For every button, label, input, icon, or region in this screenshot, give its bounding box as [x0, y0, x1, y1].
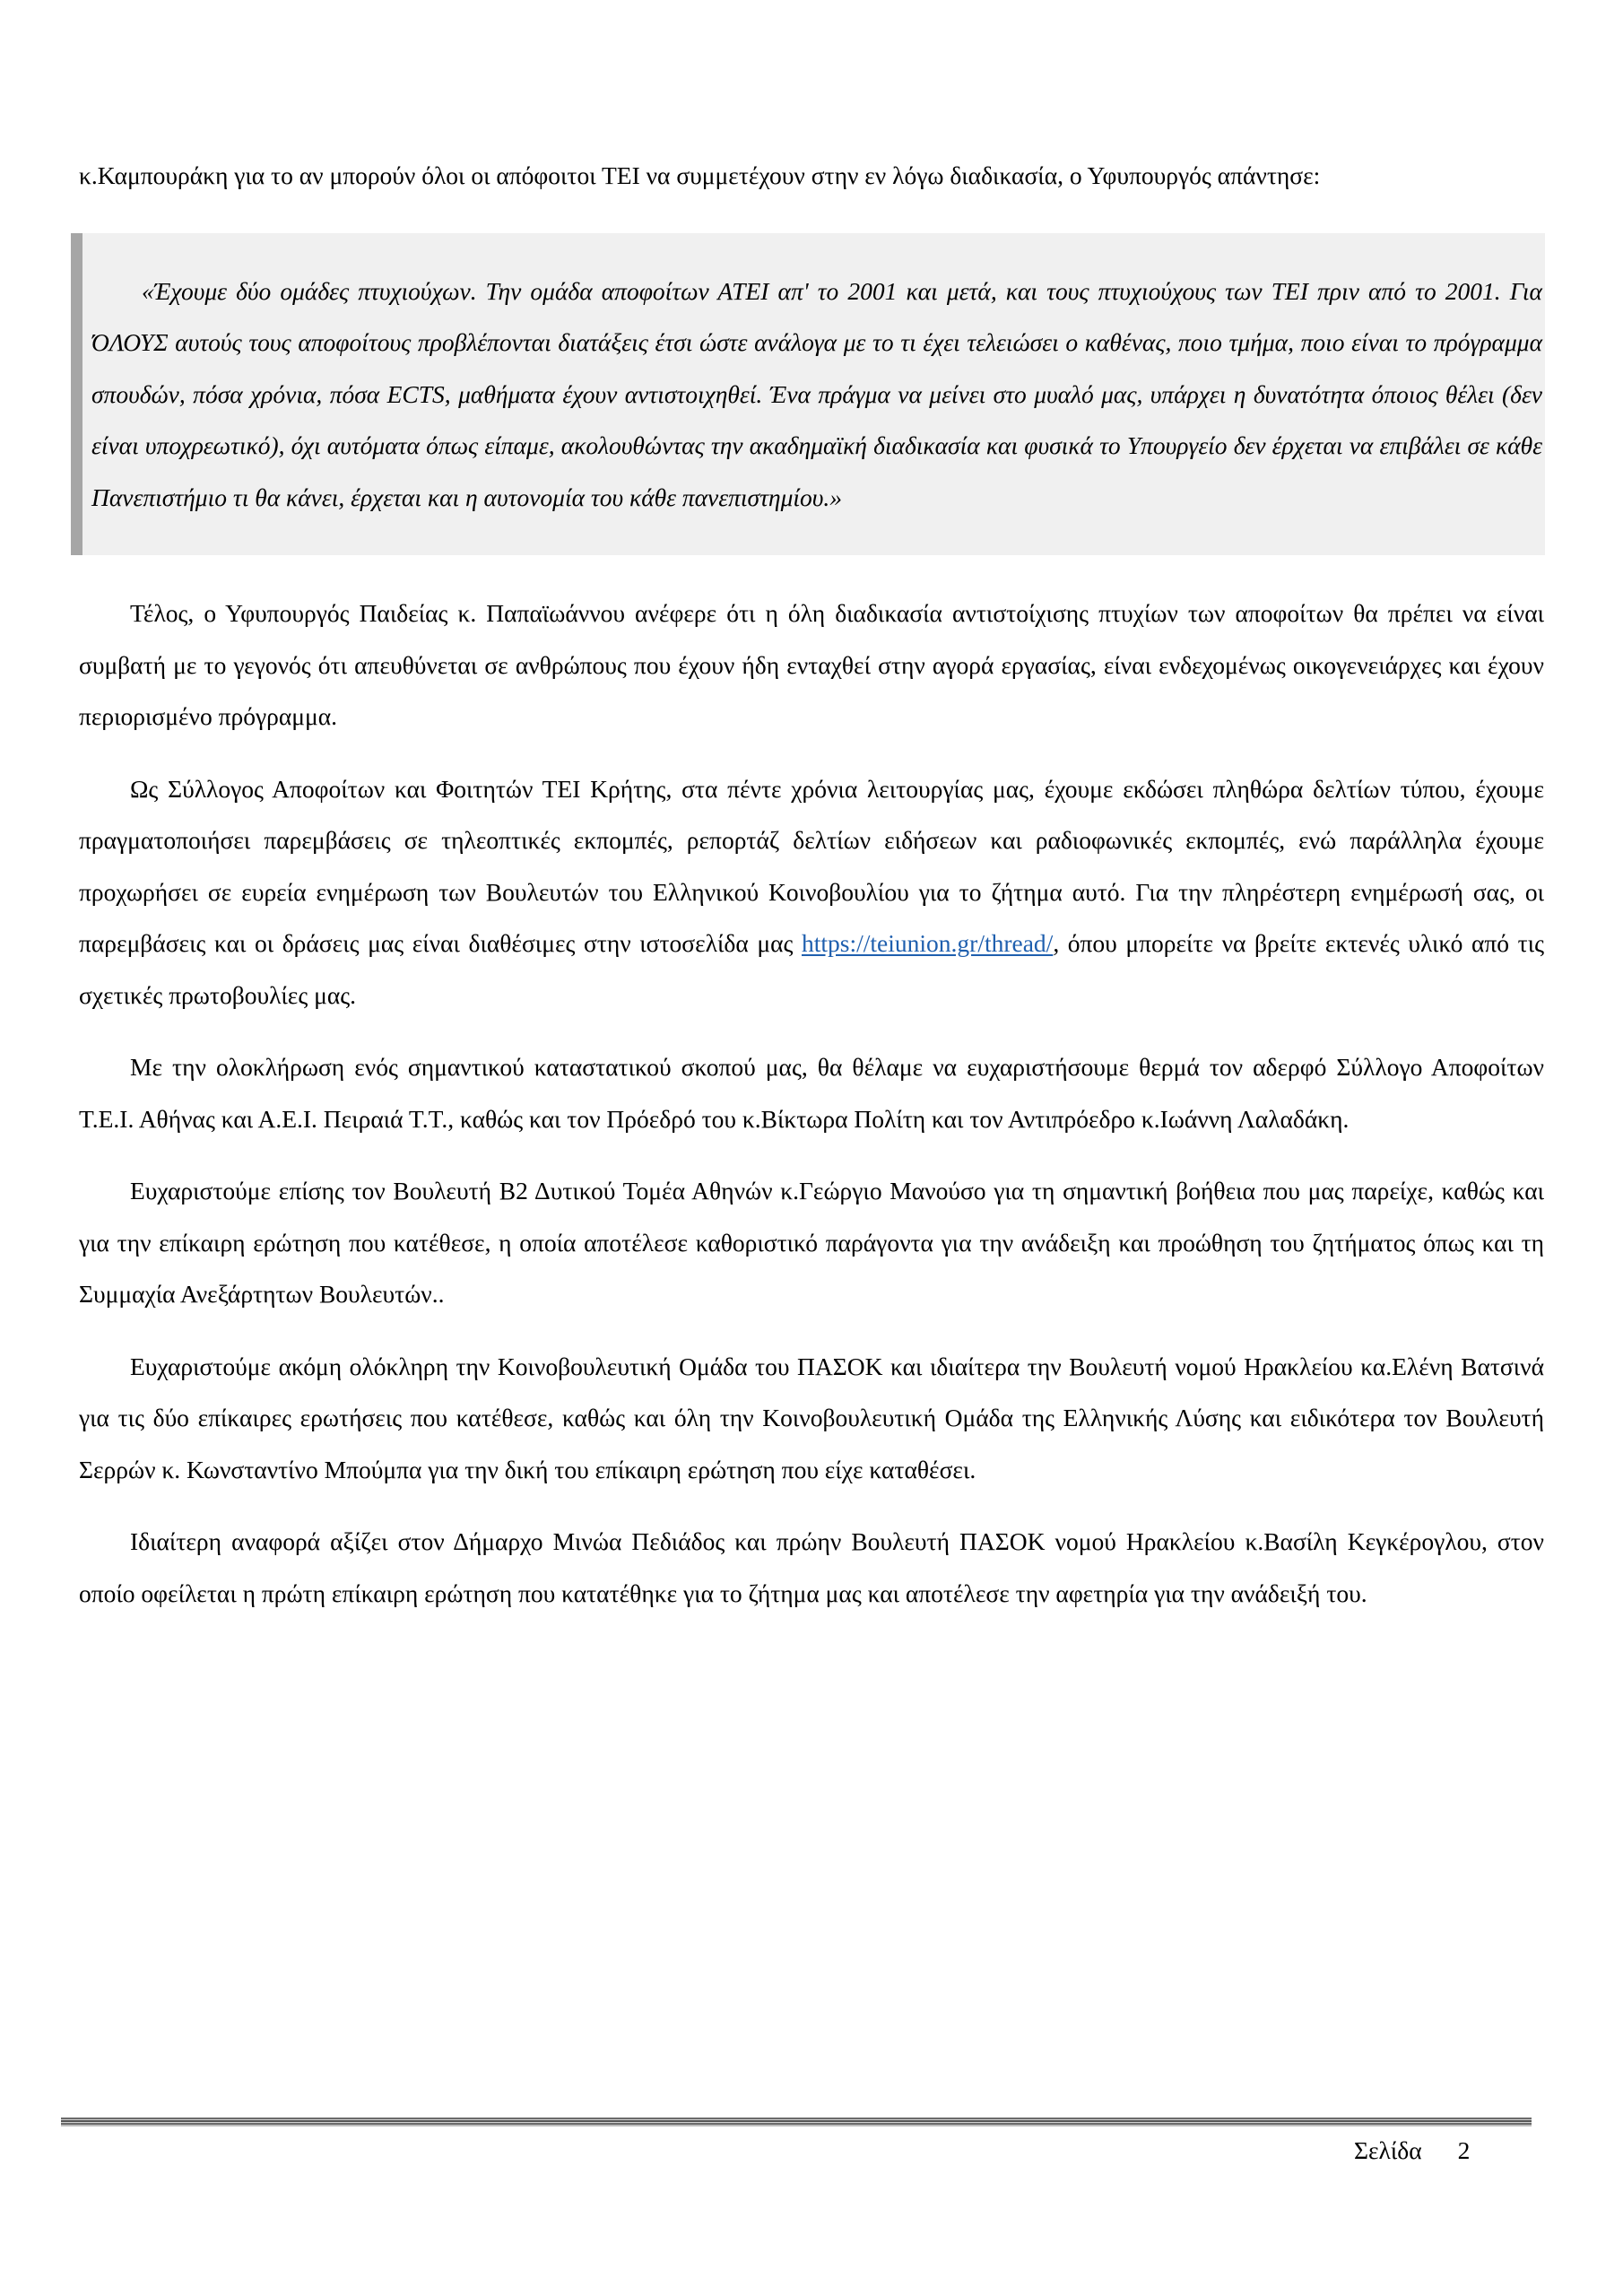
- teiunion-link[interactable]: https://teiunion.gr/thread/: [802, 929, 1054, 957]
- paragraph-thanks-athens-association: Με την ολοκλήρωση ενός σημαντικού καταστατικού σκοπού μας, θα θέλαμε να ευχαριστήσουμε θερμά τον αδερφό Σύλλογο Αποφοίτων Τ.Ε.Ι. Αθήνας και Α.Ε.Ι. Πειραιά Τ.Τ., καθώς και τον Πρόεδρό του κ.Βίκτωρα Πολίτη και τον Αντιπρόεδρο κ.Ιωάννη Λαλαδάκη.: [79, 1053, 1544, 1133]
- paragraph-special-mention: Ιδιαίτερη αναφορά αξίζει στον Δήμαρχο Μινώα Πεδιάδος και πρώην Βουλευτή ΠΑΣΟΚ νομού Ηρακλείου κ.Βασίλη Κεγκέρογλου, στον οποίο οφείλεται η πρώτη επίκαιρη ερώτηση που κατατέθηκε για το ζήτημα μας και αποτέλεσε την αφετηρία για την ανάδειξή του.: [79, 1527, 1544, 1607]
- paragraph-text-before-link: Ως Σύλλογος Αποφοίτων και Φοιτητών ΤΕΙ Κρήτης, στα πέντε χρόνια λειτουργίας μας, έχουμε εκδώσει πληθώρα δελτίων τύπου, έχουμε πραγματοποιήσει παρεμβάσεις σε τηλεοπτικές εκπομπές, ρεπορτάζ δελτίων ειδήσεων και ραδιοφωνικές εκπομπές, ενώ παράλληλα έχουμε προχωρήσει σε ευρεία ενημέρωση των Βουλευτών του Ελληνικού Κοινοβουλίου για το ζήτημα αυτό. Για την πληρέστερη ενημέρωσή σας, οι παρεμβάσεις και οι δράσεις μας είναι διαθέσιμες στην ιστοσελίδα μας: [79, 774, 1544, 957]
- page-label: Σελίδα: [1354, 2136, 1422, 2164]
- page-content: [79, 150, 1544, 1639]
- paragraph-association-activity: [79, 763, 1544, 1022]
- paragraph-thanks-pasok-group: Ευχαριστούμε ακόμη ολόκληρη την Κοινοβουλευτική Ομάδα του ΠΑΣΟΚ και ιδιαίτερα την Βουλευτή νομού Ηρακλείου κα.Ελένη Βατσινά για τις δύο επίκαιρες ερωτήσεις που κατέθεσε, καθώς και όλη την Κοινοβουλευτική Ομάδα της Ελληνικής Λύσης και ειδικότερα τον Βουλευτή Σερρών κ. Κωνσταντίνο Μπούμπα για την δική του επίκαιρη ερώτηση που είχε καταθέσει.: [79, 1352, 1544, 1483]
- footer-divider: [61, 2118, 1532, 2126]
- page-number: 2: [1457, 2136, 1471, 2164]
- paragraph-thanks-manousos: Ευχαριστούμε επίσης τον Βουλευτή Β2 Δυτικού Τομέα Αθηνών κ.Γεώργιο Μανούσο για τη σημαντική βοήθεια που μας παρείχε, καθώς και για την επίκαιρη ερώτηση που κατέθεσε, η οποία αποτέλεσε καθοριστικό παράγοντα για την ανάδειξη και προώθηση του ζητήματος όπως και τη Συμμαχία Ανεξάρτητων Βουλευτών..: [79, 1177, 1544, 1308]
- page-footer: [1354, 2133, 1470, 2169]
- paragraph-minister-statement: Τέλος, ο Υφυπουργός Παιδείας κ. Παπαϊωάννου ανέφερε ότι η όλη διαδικασία αντιστοίχισης πτυχίων των αποφοίτων θα πρέπει να είναι συμβατή με το γεγονός ότι απευθύνεται σε ανθρώπους που έχουν ήδη ενταχθεί στην αγορά εργασίας, είναι ενδεχομένως οικογενειάρχες και έχουν περιορισμένο πρόγραμμα.: [79, 599, 1544, 730]
- quote-text: «Έχουμε δύο ομάδες πτυχιούχων. Την ομάδα αποφοίτων ΑΤΕΙ απ' το 2001 και μετά, και τους πτυχιούχους των ΤΕΙ πριν από το 2001. Για ΌΛΟΥΣ αυτούς τους αποφοίτους προβλέπονται διατάξεις έτσι ώστε ανάλογα με το τι έχει τελειώσει ο καθένας, ποιο τμήμα, ποιο είναι το πρόγραμμα σπουδών, πόσα χρόνια, πόσα ECTS, μαθήματα έχουν αντιστοιχηθεί. Ένα πράγμα να μείνει στο μυαλό μας, υπάρχει η δυνατότητα όποιος θέλει (δεν είναι υποχρεωτικό), όχι αυτόματα όπως είπαμε, ακολουθώντας την ακαδημαϊκή διαδικασία και φυσικά το Υπουργείο δεν έρχεται να επιβάλει σε κάθε Πανεπιστήμιο τι θα κάνει, έρχεται και η αυτονομία του κάθε πανεπιστημίου.»: [91, 276, 1542, 511]
- paragraph-text-after-link: , όπου μπορείτε να βρείτε εκτενές υλικό από τις σχετικές πρωτοβουλίες μας.: [79, 929, 1544, 1009]
- intro-paragraph: κ.Καμπουράκη για το αν μπορούν όλοι οι απόφοιτοι ΤΕΙ να συμμετέχουν στην εν λόγω διαδικασία, ο Υφυπουργός απάντησε:: [79, 161, 1321, 189]
- blockquote: [71, 233, 1545, 556]
